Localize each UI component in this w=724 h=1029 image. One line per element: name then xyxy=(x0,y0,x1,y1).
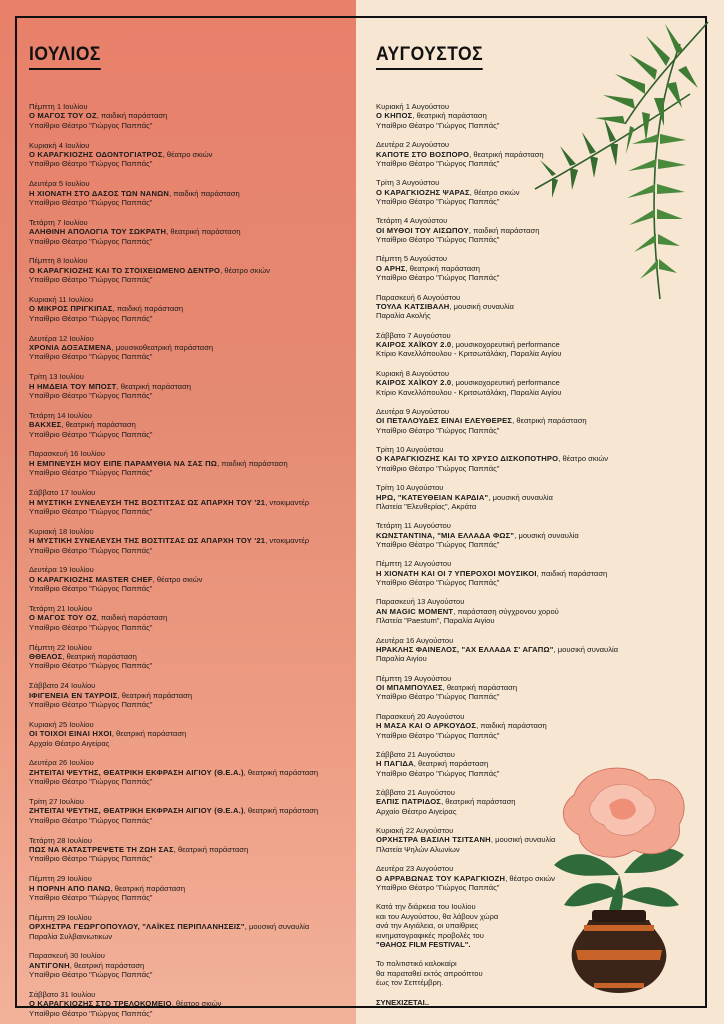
august-heading: ΑΥΓΟΥΣΤΟΣ xyxy=(376,44,483,70)
event-item xyxy=(376,444,609,473)
event-item xyxy=(376,369,591,397)
event-title: ΚΑΙΡΟΣ ΧΑΪΚΟΥ 2.0 xyxy=(376,340,452,350)
event-title: ΤΟΥΛΑ ΚΑΤΣΙΒΑΛΗ xyxy=(376,301,450,311)
event-type: , μουσικοχορευτική performance xyxy=(451,378,560,388)
event-venue: Υπαίθριο Θέατρο "Γιώργος Παππάς" xyxy=(29,893,153,902)
event-item xyxy=(29,681,349,709)
closing-line: έως τον Σεπτέμβρη. xyxy=(376,978,444,988)
event-type: , θεατρική παράσταση xyxy=(469,149,544,159)
event-date: Σάββατο 24 Ιουλίου xyxy=(29,681,96,691)
event-title: Η ΜΑΣΑ ΚΑΙ Ο ΑΡΚΟΥΔΟΣ xyxy=(376,721,477,731)
event-date: Παρασκευή 6 Αυγούστου xyxy=(376,292,461,302)
july-event-list xyxy=(29,102,349,1018)
event-venue: Παραλία Αιγίου xyxy=(376,654,427,664)
event-item xyxy=(29,604,349,632)
event-title: ΚΑΠΟΤΕ ΣΤΟ ΒΟΣΠΟΡΟ xyxy=(376,149,470,159)
event-item xyxy=(29,218,349,246)
event-title: Ο ΑΡΡΑΒΩΝΑΣ ΤΟΥ ΚΑΡΑΓΚΙΟΖΗ xyxy=(376,873,506,883)
event-item xyxy=(376,483,591,511)
event-date: Πέμπτη 1 Ιουλίου xyxy=(29,102,88,111)
event-venue: Υπαίθριο Θέατρο "Γιώργος Παππάς" xyxy=(376,730,500,740)
event-item xyxy=(376,559,608,588)
event-type: , θεατρική παράσταση xyxy=(166,227,241,237)
event-date: Δευτέρα 19 Ιουλίου xyxy=(29,565,94,575)
event-title: ΖΗΤΕΙΤΑΙ ΨΕΥΤΗΣ, ΘΕΑΤΡΙΚΗ ΕΚΦΡΑΣΗ ΑΙΓΙΟΥ (Θ.Ε.Α.) xyxy=(29,806,244,816)
closing-line: Κατά την διάρκεια του Ιουλίου xyxy=(376,902,476,912)
event-venue: Υπαίθριο Θέατρο "Γιώργος Παππάς" xyxy=(29,159,153,169)
event-item xyxy=(29,527,349,555)
event-venue: Υπαίθριο Θέατρο "Γιώργος Παππάς" xyxy=(29,468,153,478)
event-item xyxy=(376,635,619,664)
event-venue: Υπαίθριο Θέατρο "Γιώργος Παππάς" xyxy=(29,429,153,439)
event-type: , θεατρική παράσταση xyxy=(117,690,193,700)
event-title: ΟΡΧΗΣΤΡΑ ΒΑΣΙΛΗ ΤΣΙΤΣΑΝΗ xyxy=(376,835,491,845)
event-item xyxy=(376,293,591,321)
event-item xyxy=(376,788,591,816)
event-venue: Υπαίθριο Θέατρο "Γιώργος Παππάς" xyxy=(29,120,153,130)
event-venue: Πλατεία Ψηλών Αλωνίων xyxy=(376,844,460,854)
event-item xyxy=(29,141,349,169)
event-item xyxy=(29,836,349,864)
event-type: , θεατρική παράσταση xyxy=(442,683,518,693)
event-venue: Παραλία Συλβαινιωτικων xyxy=(29,931,113,941)
event-title: Ο ΜΑΓΟΣ ΤΟΥ ΟΖ xyxy=(29,613,97,623)
closing-line: "ΘΑΗΟΣ FILM FESTIVAL". xyxy=(376,939,471,949)
event-item xyxy=(29,102,349,130)
event-date: Κυριακή 25 Ιουλίου xyxy=(29,719,94,729)
event-venue: Υπαίθριο Θέατρο "Γιώργος Παππάς" xyxy=(29,584,153,594)
event-type: , θέατρο σκιών xyxy=(152,574,203,584)
event-date: Δευτέρα 23 Αυγούστου xyxy=(376,864,454,874)
event-date: Δευτέρα 12 Ιουλίου xyxy=(29,333,94,343)
event-title: ΧΡΟΝΙΑ ΔΟΞΑΣΜΕΝΑ xyxy=(29,343,112,353)
event-venue: Υπαίθριο Θέατρο "Γιώργος Παππάς" xyxy=(376,235,500,245)
event-title: ΗΡΩ, "ΚΑΤΕΥΘΕΙΑΝ ΚΑΡΔΙΑ" xyxy=(376,492,489,502)
event-type: , θεατρική παράσταση xyxy=(512,416,587,426)
event-type: , θεατρική παράσταση xyxy=(405,263,480,273)
event-type: , θεατρική παράσταση xyxy=(69,960,145,970)
event-type: , θέατρο σκιών xyxy=(505,873,555,883)
event-item xyxy=(376,140,591,168)
event-title: ΖΗΤΕΙΤΑΙ ΨΕΥΤΗΣ, ΘΕΑΤΡΙΚΗ ΕΚΦΡΑΣΗ ΑΙΓΙΟΥ (Θ.Ε.Α.) xyxy=(29,767,244,777)
event-date: Πέμπτη 12 Αυγούστου xyxy=(376,559,452,569)
event-date: Πέμπτη 5 Αυγούστου xyxy=(376,254,448,264)
event-title: ΠΩΣ ΝΑ ΚΑΤΑΣΤΡΕΨΕΤΕ ΤΗ ΖΩΗ ΣΑΣ xyxy=(29,844,174,854)
event-title: AN MAGIC MOMENT xyxy=(376,606,454,616)
event-type: , θεατρική παράσταση xyxy=(61,420,136,430)
event-title: Ο ΑΡΗΣ xyxy=(376,263,406,273)
event-item xyxy=(376,102,591,130)
event-date: Σάββατο 31 Ιουλίου xyxy=(29,990,96,1000)
event-date: Τρίτη 10 Αυγούστου xyxy=(376,483,444,493)
event-item xyxy=(29,913,349,941)
event-title: Η ΧΙΟΝΑΤΗ ΣΤΟ ΔΑΣΟΣ ΤΩΝ ΝΑΝΩΝ xyxy=(29,188,170,198)
event-venue: Κτίριο Κανελλόπουλου - Κριτσωτάλάκη, Παραλία Αιγίου xyxy=(376,349,562,359)
closing-line: και του Αυγούστου, θα λάβουν χώρα xyxy=(376,911,499,921)
event-item xyxy=(29,797,349,825)
event-date: Σάββατο 21 Αυγούστου xyxy=(376,749,455,759)
event-date: Τετάρτη 11 Αυγούστου xyxy=(376,521,451,531)
event-item xyxy=(376,407,591,435)
closing-line: ανά την Αιγιάλεια, οι υπαίθριες xyxy=(376,921,479,931)
event-date: Τετάρτη 14 Ιουλίου xyxy=(29,410,92,420)
event-venue: Υπαίθριο Θέατρο "Γιώργος Παππάς" xyxy=(376,540,500,550)
event-title: ΑΝΤΙΓΟΝΗ xyxy=(29,960,70,970)
event-date: Πέμπτη 29 Ιουλίου xyxy=(29,912,92,922)
event-title: ΚΩΝΣΤΑΝΤΙΝΑ, "ΜΙΑ ΕΛΛΑΔΑ ΦΩΣ" xyxy=(376,530,515,540)
event-type: , θέατρο σκιών xyxy=(171,999,222,1009)
event-date: Τρίτη 13 Ιουλίου xyxy=(29,372,84,382)
event-title: Ο ΜΑΓΟΣ ΤΟΥ ΟΖ xyxy=(29,111,97,121)
event-venue: Υπαίθριο Θέατρο "Γιώργος Παππάς" xyxy=(376,197,500,207)
event-item xyxy=(376,597,591,625)
event-type: , θεατρική παράσταση xyxy=(116,381,191,391)
event-item xyxy=(376,826,591,854)
event-date: Δευτέρα 2 Αυγούστου xyxy=(376,140,450,150)
event-type: , παιδική παράσταση xyxy=(169,188,240,198)
event-item xyxy=(29,643,349,671)
event-item xyxy=(29,256,349,284)
event-type: , θεατρική παράσταση xyxy=(243,806,319,816)
event-venue: Υπαίθριο Θέατρο "Γιώργος Παππάς" xyxy=(29,352,153,362)
event-type: , παιδική παράσταση xyxy=(217,458,288,468)
event-title: ΒΑΚΧΕΣ xyxy=(29,420,62,430)
event-item xyxy=(29,334,349,362)
event-title: ΟΙ ΜΠΑΜΠΟΥΛΕΣ xyxy=(376,683,443,693)
event-type: , θεατρική παράσταση xyxy=(412,111,487,121)
event-venue: Παραλία Ακολής xyxy=(376,311,431,321)
event-item xyxy=(376,216,591,244)
event-venue: Υπαίθριο Θέατρο "Γιώργος Παππάς" xyxy=(376,120,500,130)
event-date: Δευτέρα 9 Αυγούστου xyxy=(376,406,450,416)
event-type: , παιδική παράσταση xyxy=(112,304,184,314)
event-date: Δευτέρα 5 Ιουλίου xyxy=(29,179,90,189)
event-title: Ο ΜΙΚΡΟΣ ΠΡΙΓΚΙΠΑΣ xyxy=(29,304,113,314)
closing-line: κινηματογραφικές προβολές του xyxy=(376,930,484,940)
event-date: Παρασκευή 20 Αυγούστου xyxy=(376,711,465,721)
event-item xyxy=(29,372,349,400)
event-venue: Υπαίθριο Θέατρο "Γιώργος Παππάς" xyxy=(29,545,153,555)
event-date: Κυριακή 22 Αυγούστου xyxy=(376,826,454,836)
event-item xyxy=(29,720,349,748)
event-venue: Υπαίθριο Θέατρο "Γιώργος Παππάς" xyxy=(29,313,153,323)
event-item xyxy=(29,295,349,323)
event-type: , παράσταση σύγχρονου χορού xyxy=(453,606,559,616)
event-venue: Υπαίθριο Θέατρο "Γιώργος Παππάς" xyxy=(29,198,153,208)
event-title: Ο ΚΗΠΟΣ xyxy=(376,111,413,121)
event-venue: Κτίριο Κανελλόπουλου - Κριτσωτάλάκη, Παραλία Αιγίου xyxy=(376,387,562,397)
event-date: Τρίτη 27 Ιουλίου xyxy=(29,796,84,806)
event-title: ΚΑΙΡΟΣ ΧΑΪΚΟΥ 2.0 xyxy=(376,378,452,388)
event-venue: Υπαίθριο Θέατρο "Γιώργος Παππάς" xyxy=(29,275,153,285)
event-title: ΗΡΑΚΛΗΣ ΦΑΙΝΕΛΟΣ, "ΑΧ ΕΛΛΑΔΑ Σ' ΑΓΑΠΩ" xyxy=(376,644,554,654)
event-date: Δευτέρα 26 Ιουλίου xyxy=(29,758,94,768)
event-type: , παιδική παράσταση xyxy=(96,613,168,623)
event-title: Ο ΚΑΡΑΓΚΙΟΖΗΣ ΚΑΙ ΤΟ ΧΡΥΣΟ ΔΙΣΚΟΠΟΤΗΡΟ xyxy=(376,454,559,464)
event-venue: Υπαίθριο Θέατρο "Γιώργος Παππάς" xyxy=(29,506,153,516)
event-date: Τετάρτη 4 Αυγούστου xyxy=(376,216,448,226)
event-venue: Υπαίθριο Θέατρο "Γιώργος Παππάς" xyxy=(29,777,153,787)
event-venue: Αρχαίο Θέατρο Αιγείρας xyxy=(29,738,110,748)
event-item xyxy=(376,712,591,740)
event-date: Πέμπτη 19 Αυγούστου xyxy=(376,673,452,683)
event-title: ΟΙ ΤΟΙΧΟΙ ΕΙΝΑΙ ΗΧΟΙ xyxy=(29,729,112,739)
event-date: Πέμπτη 29 Ιουλίου xyxy=(29,874,92,884)
event-item xyxy=(376,254,591,282)
event-title: ΟΙ ΜΥΘΟΙ ΤΟΥ ΑΙΣΩΠΟΥ xyxy=(376,225,469,235)
event-type: , μουσικοθεατρική παράσταση xyxy=(111,343,214,353)
event-type: , μουσική συναυλία xyxy=(490,835,556,845)
event-date: Σάββατο 7 Αυγούστου xyxy=(376,330,451,340)
event-date: Κυριακή 1 Αυγούστου xyxy=(376,102,450,111)
event-type: , θεατρική παράσταση xyxy=(62,651,137,661)
event-type: , θεατρική παράσταση xyxy=(413,759,489,769)
event-type: , θεατρική παράσταση xyxy=(243,767,319,777)
event-venue: Υπαίθριο Θέατρο "Γιώργος Παππάς" xyxy=(29,236,153,246)
event-title: Η ΠΟΡΝΗ ΑΠΟ ΠΑΝΩ xyxy=(29,883,111,893)
closing-line: Το πολιτιστικό καλοκαίρι xyxy=(376,959,457,969)
event-type: , μουσική συναυλία xyxy=(449,301,514,311)
event-venue: Υπαίθριο Θέατρο "Γιώργος Παππάς" xyxy=(376,578,500,588)
closing-note xyxy=(376,902,591,1007)
event-title: ΑΛΗΘΙΝΗ ΑΠΟΛΟΓΙΑ ΤΟΥ ΣΩΚΡΑΤΗ xyxy=(29,227,167,237)
event-venue: Υπαίθριο Θέατρο "Γιώργος Παππάς" xyxy=(376,425,500,435)
event-type: , θέατρο σκιών xyxy=(162,150,213,160)
event-date: Τρίτη 10 Αυγούστου xyxy=(376,444,444,454)
event-item xyxy=(29,758,349,786)
event-date: Τετάρτη 28 Ιουλίου xyxy=(29,835,92,845)
event-type: , μουσική συναυλία xyxy=(244,922,310,932)
event-item xyxy=(29,951,349,979)
event-type: , θεατρική παράσταση xyxy=(111,729,187,739)
event-date: Κυριακή 18 Ιουλίου xyxy=(29,526,94,536)
event-date: Κυριακή 11 Ιουλίου xyxy=(29,295,94,305)
event-title: Ο ΚΑΡΑΓΚΙΟΖΗΣ MASTER CHEF xyxy=(29,574,153,584)
event-type: , μουσική συναυλία xyxy=(488,492,553,502)
event-item xyxy=(376,864,591,892)
event-venue: Υπαίθριο Θέατρο "Γιώργος Παππάς" xyxy=(29,699,153,709)
event-item xyxy=(29,411,349,439)
event-venue: Υπαίθριο Θέατρο "Γιώργος Παππάς" xyxy=(376,158,500,168)
event-title: Η ΜΥΣΤΙΚΗ ΣΥΝΕΛΕΥΣΗ ΤΗΣ ΒΟΣΤΙΤΣΑΣ ΩΣ ΑΠΑΡΧΗ ΤΟΥ '21 xyxy=(29,536,266,546)
event-type: , ντοκιμαντέρ xyxy=(265,536,310,546)
event-item xyxy=(376,674,591,702)
event-title: ΘΘΕΛΟΣ xyxy=(29,651,63,661)
event-type: , θέατρο σκιών xyxy=(469,187,520,197)
event-title: Ο ΚΑΡΑΓΚΙΟΖΗΣ ΨΑΡΑΣ xyxy=(376,187,470,197)
event-type: , μουσικοχορευτική performance xyxy=(451,340,560,350)
event-title: Η ΠΑΓΙΔΑ xyxy=(376,759,414,769)
event-venue: Υπαίθριο Θέατρο "Γιώργος Παππάς" xyxy=(376,883,500,892)
event-item xyxy=(29,179,349,207)
event-venue: Υπαίθριο Θέατρο "Γιώργος Παππάς" xyxy=(29,970,153,980)
event-type: , ντοκιμαντέρ xyxy=(265,497,310,507)
event-title: Ο ΚΑΡΑΓΚΙΟΖΗΣ ΚΑΙ ΤΟ ΣΤΟΙΧΕΙΩΜΕΝΟ ΔΕΝΤΡΟ xyxy=(29,265,221,275)
july-column xyxy=(29,44,349,1029)
event-venue: Αρχαίο Θέατρο Αιγείρας xyxy=(376,806,457,816)
august-column xyxy=(376,44,619,1017)
event-item xyxy=(29,565,349,593)
event-venue: Υπαίθριο Θέατρο "Γιώργος Παππάς" xyxy=(29,854,153,864)
july-heading: ΙΟΥΛΙΟΣ xyxy=(29,44,101,70)
event-title: Η ΗΜΔΕΙΑ ΤΟΥ ΜΠΟΣΤ xyxy=(29,381,117,391)
event-type: , παιδική παράσταση xyxy=(476,721,547,731)
event-type: , θεατρική παράσταση xyxy=(441,797,516,807)
event-venue: Υπαίθριο Θέατρο "Γιώργος Παππάς" xyxy=(29,622,153,632)
event-type: , θεατρική παράσταση xyxy=(173,844,249,854)
closing-line: θα παραταθεί εκτός απροόπτου xyxy=(376,968,483,978)
event-type: , παιδική παράσταση xyxy=(468,225,540,235)
event-date: Σάββατο 21 Αυγούστου xyxy=(376,787,455,797)
event-title: Ο ΚΑΡΑΓΚΙΟΖΗΣ ΟΔΟΝΤΟΓΙΑΤΡΟΣ xyxy=(29,150,163,160)
event-venue: Υπαίθριο Θέατρο "Γιώργος Παππάς" xyxy=(376,768,500,778)
event-venue: Πλατεία "Paestum", Παραλία Αιγίου xyxy=(376,616,495,626)
event-item xyxy=(29,990,349,1018)
event-venue: Υπαίθριο Θέατρο "Γιώργος Παππάς" xyxy=(29,815,153,825)
event-date: Παρασκευή 16 Ιουλίου xyxy=(29,449,105,459)
event-item xyxy=(29,449,349,477)
event-title: ΟΡΧΗΣΤΡΑ ΓΕΩΡΓΟΠΟΥΛΟΥ, "ΛΑΪΚΕΣ ΠΕΡΙΠΛΑΝΗΣΕΙΣ" xyxy=(29,922,245,932)
event-venue: Υπαίθριο Θέατρο "Γιώργος Παππάς" xyxy=(376,463,500,473)
august-event-list xyxy=(376,102,619,892)
event-date: Τετάρτη 21 Ιουλίου xyxy=(29,603,92,613)
event-date: Τρίτη 3 Αυγούστου xyxy=(376,178,440,188)
event-item xyxy=(29,488,349,516)
event-type: , θέατρο σκιών xyxy=(558,454,609,464)
event-title: ΙΦΙΓΕΝΕΙΑ ΕΝ ΤΑΥΡΟΙΣ xyxy=(29,690,118,700)
event-venue: Πλατεία "Ελευθερίας", Ακράτα xyxy=(376,501,477,511)
event-type: , θέατρο σκιών xyxy=(220,265,270,275)
event-date: Κυριακή 4 Ιουλίου xyxy=(29,140,90,150)
event-type: , μουσική συναυλία xyxy=(553,644,619,654)
event-title: Η ΜΥΣΤΙΚΗ ΣΥΝΕΛΕΥΣΗ ΤΗΣ ΒΟΣΤΙΤΣΑΣ ΩΣ ΑΠΑΡΧΗ ΤΟΥ '21 xyxy=(29,497,266,507)
event-date: Σάββατο 17 Ιουλίου xyxy=(29,488,96,498)
event-venue: Υπαίθριο Θέατρο "Γιώργος Παππάς" xyxy=(29,1008,153,1018)
event-date: Πέμπτη 8 Ιουλίου xyxy=(29,256,88,266)
event-date: Κυριακή 8 Αυγούστου xyxy=(376,368,450,378)
event-item xyxy=(376,521,591,549)
event-venue: Υπαίθριο Θέατρο "Γιώργος Παππάς" xyxy=(376,692,500,702)
event-type: , παιδική παράσταση xyxy=(536,568,608,578)
event-item xyxy=(376,331,591,359)
event-date: Πέμπτη 22 Ιουλίου xyxy=(29,642,92,652)
event-venue: Υπαίθριο Θέατρο "Γιώργος Παππάς" xyxy=(376,273,500,283)
event-title: Η ΧΙΟΝΑΤΗ ΚΑΙ ΟΙ 7 ΥΠΕΡΟΧΟΙ ΜΟΥΣΙΚΟΙ xyxy=(376,568,537,578)
event-item xyxy=(29,874,349,902)
event-title: Η ΕΜΠΝΕΥΣΗ ΜΟΥ ΕΙΠΕ ΠΑΡΑΜΥΘΙΑ ΝΑ ΣΑΣ ΠΩ xyxy=(29,458,218,468)
event-venue: Υπαίθριο Θέατρο "Γιώργος Παππάς" xyxy=(29,391,153,401)
event-date: Παρασκευή 13 Αυγούστου xyxy=(376,597,465,607)
event-item xyxy=(376,178,591,206)
event-title: ΟΙ ΠΕΤΑΛΟΥΔΕΣ ΕΙΝΑΙ ΕΛΕΥΘΕΡΕΣ xyxy=(376,416,513,426)
event-title: Ο ΚΑΡΑΓΚΙΟΖΗΣ ΣΤΟ ΤΡΕΛΟΚΟΜΕΙΟ xyxy=(29,999,172,1009)
event-date: Τετάρτη 7 Ιουλίου xyxy=(29,217,88,227)
event-type: , μουσική συναυλία xyxy=(514,530,579,540)
event-type: , θεατρική παράσταση xyxy=(110,883,186,893)
event-type: , παιδική παράσταση xyxy=(96,111,168,121)
event-title: ΕΛΠΙΣ ΠΑΤΡΙΔΟΣ xyxy=(376,797,442,807)
event-venue: Υπαίθριο Θέατρο "Γιώργος Παππάς" xyxy=(29,661,153,671)
closing-continues: ΣΥΝΕΧΙΖΕΤΑΙ.. xyxy=(376,997,429,1007)
event-date: Παρασκευή 30 Ιουλίου xyxy=(29,951,105,961)
event-date: Δευτέρα 16 Αυγούστου xyxy=(376,635,454,645)
event-item xyxy=(376,750,591,778)
